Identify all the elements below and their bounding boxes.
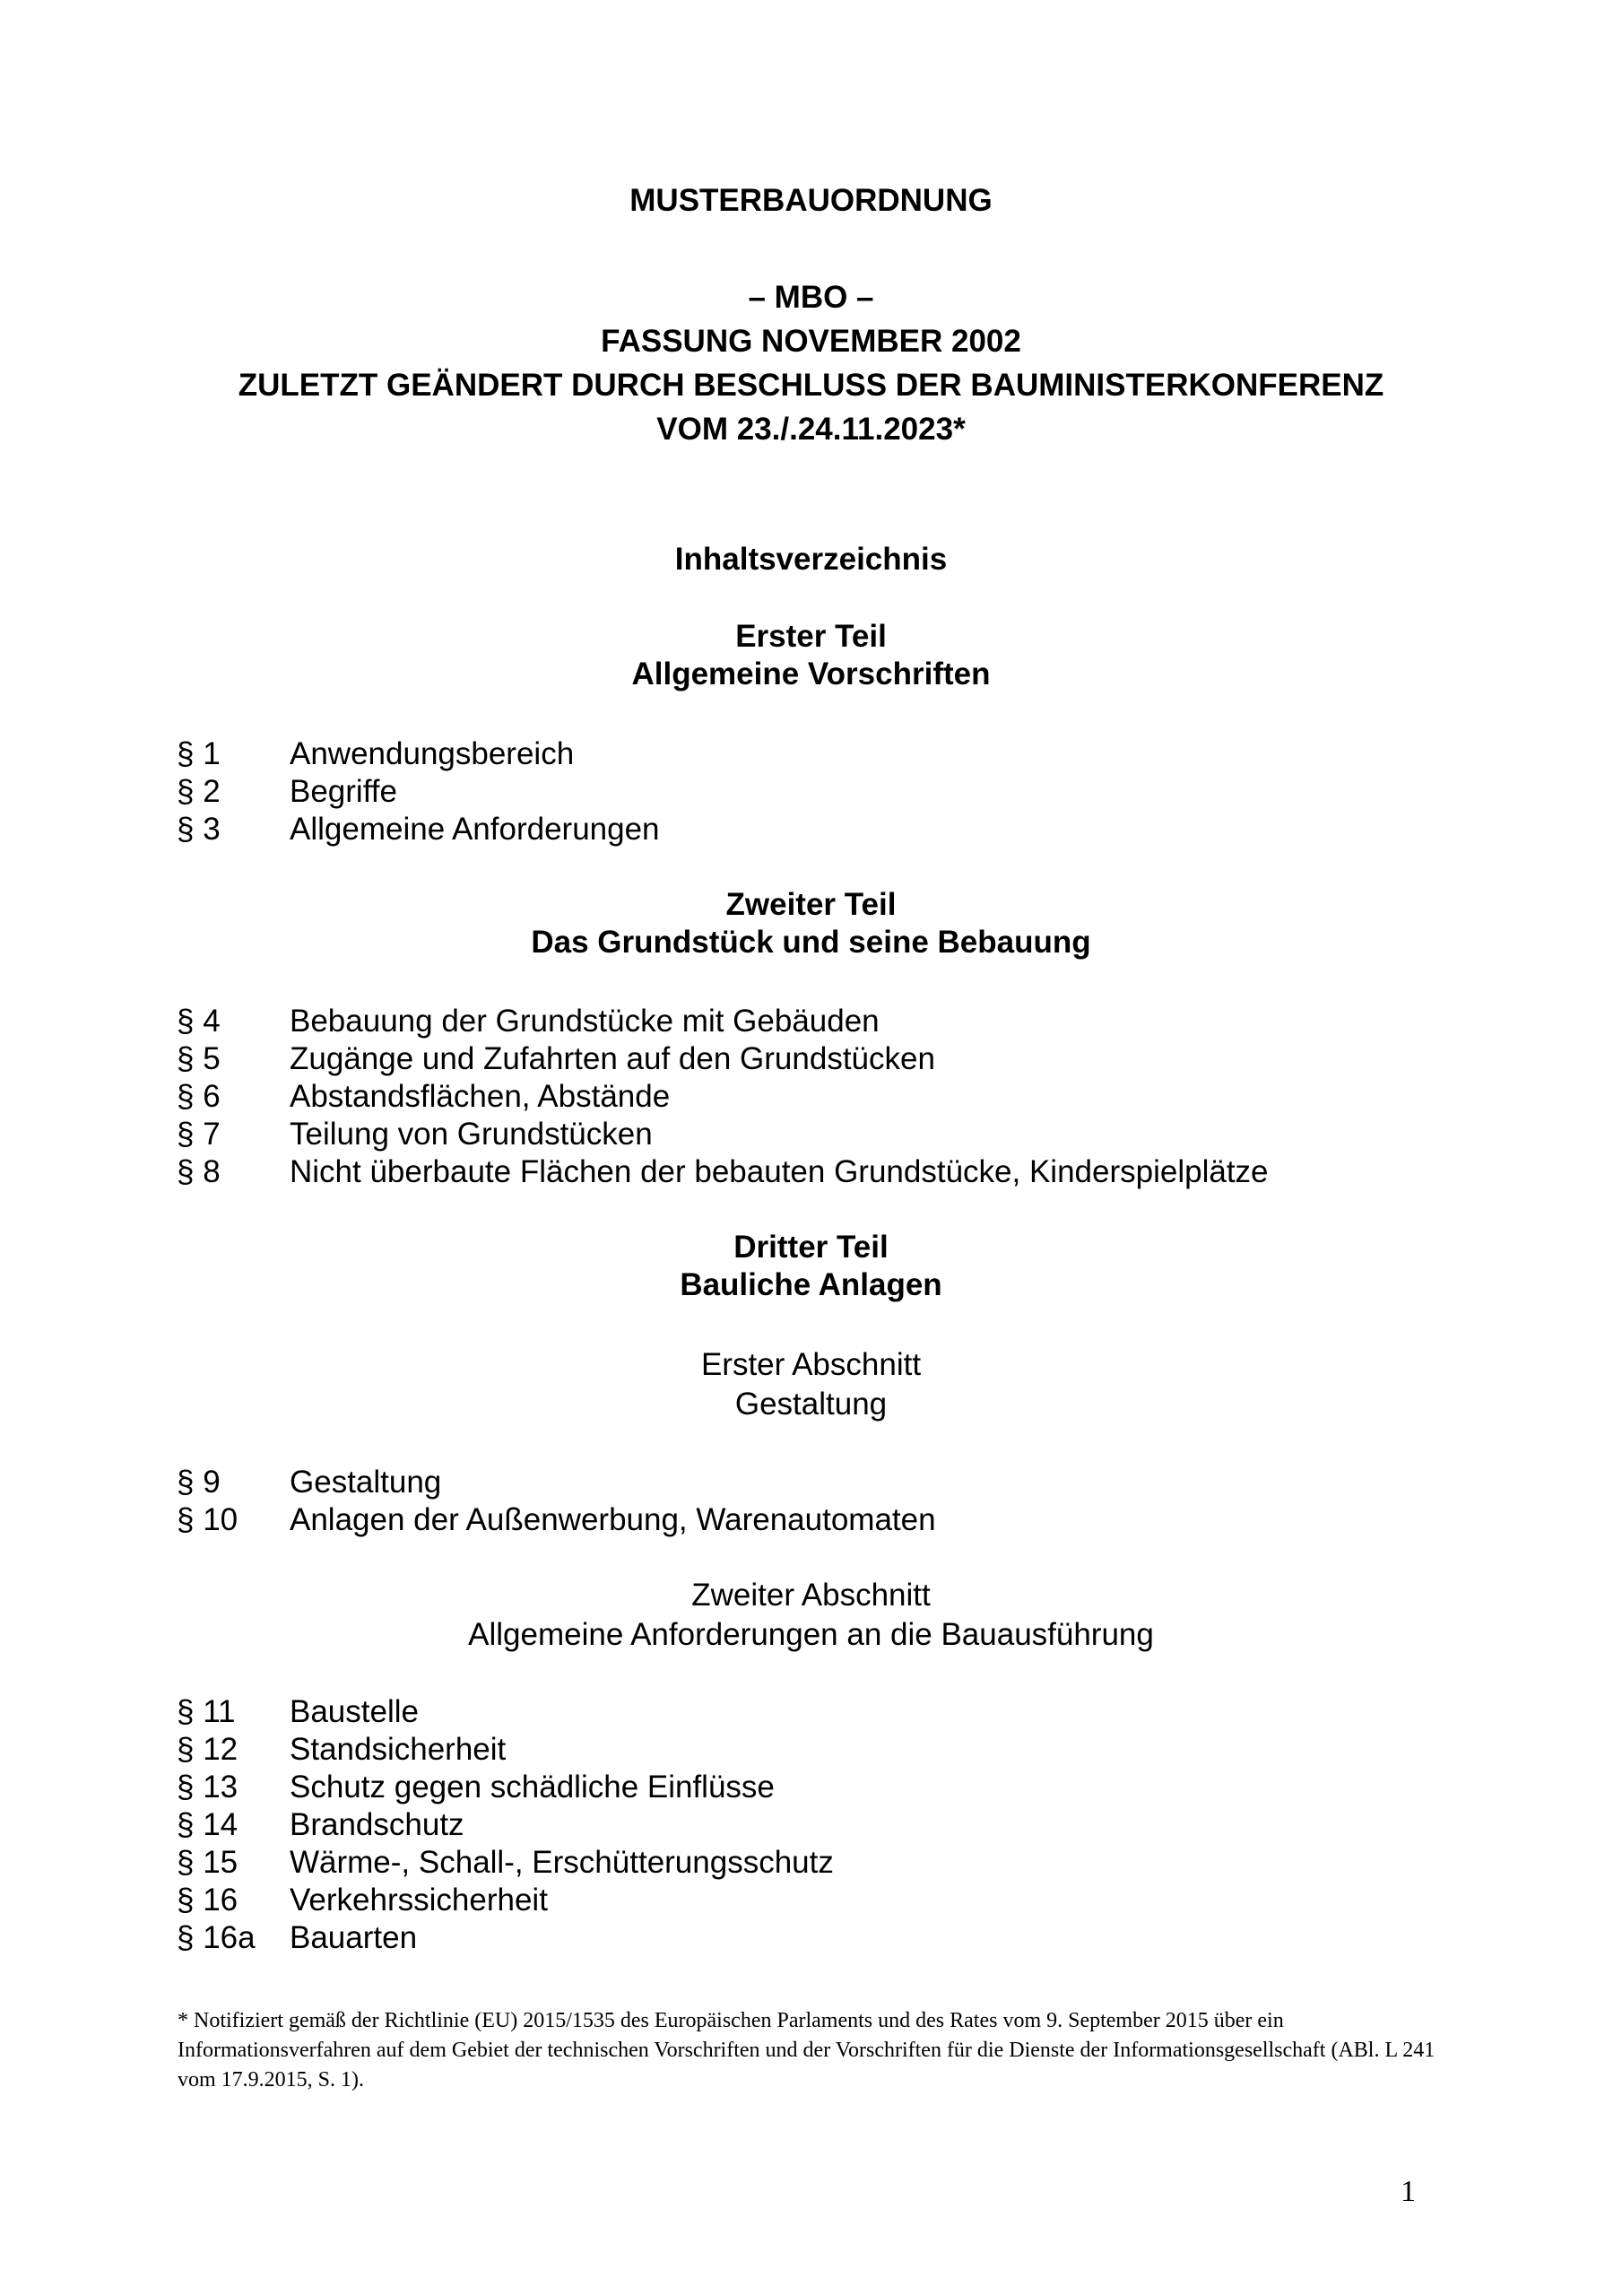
- part2-toc-list: [177, 1003, 1269, 1191]
- toc-entry: [177, 1501, 936, 1539]
- part3-section2-label: Zweiter Abschnitt: [691, 1578, 931, 1613]
- part3-label: Dritter Teil: [733, 1230, 889, 1265]
- part3-title: Bauliche Anlagen: [680, 1267, 942, 1302]
- toc-entry-title: Schutz gegen schädliche Einflüsse: [290, 1770, 775, 1805]
- document-date: VOM 23./.24.11.2023*: [656, 412, 966, 447]
- toc-entry-number: § 9: [177, 1465, 221, 1500]
- toc-entry-number: § 6: [177, 1079, 221, 1114]
- toc-entry: [177, 1844, 834, 1882]
- toc-entry-title: Brandschutz: [290, 1807, 464, 1842]
- toc-entry-title: Teilung von Grundstücken: [290, 1117, 653, 1152]
- toc-entry-title: Abstandsflächen, Abstände: [290, 1079, 671, 1114]
- toc-entry-title: Gestaltung: [290, 1465, 442, 1500]
- toc-entry: [177, 1078, 1269, 1116]
- toc-entry: [177, 735, 660, 773]
- part3-section2-title: Allgemeine Anforderungen an die Bauausführung: [468, 1617, 1154, 1652]
- toc-entry-number: § 7: [177, 1117, 221, 1152]
- part2-title: Das Grundstück und seine Bebauung: [531, 925, 1091, 960]
- toc-entry-number: § 1: [177, 736, 221, 771]
- part1-label: Erster Teil: [735, 619, 887, 654]
- part3-section1-title: Gestaltung: [734, 1387, 888, 1422]
- part3-section1-toc-list: [177, 1464, 936, 1539]
- toc-entry-title: Baustelle: [290, 1694, 419, 1729]
- document-amendment: ZULETZT GEÄNDERT DURCH BESCHLUSS DER BAUMINISTERKONFERENZ: [238, 368, 1384, 403]
- toc-entry-number: § 12: [177, 1732, 239, 1767]
- toc-entry: [177, 1731, 834, 1769]
- toc-entry-title: Anwendungsbereich: [290, 736, 575, 771]
- toc-entry-number: § 13: [177, 1770, 239, 1805]
- toc-entry-title: Verkehrssicherheit: [290, 1883, 548, 1918]
- toc-entry: [177, 1693, 834, 1731]
- toc-entry-title: Begriffe: [290, 774, 397, 809]
- document-title: MUSTERBAUORDNUNG: [629, 183, 993, 218]
- toc-entry-title: Zugänge und Zufahrten auf den Grundstücken: [290, 1041, 935, 1076]
- toc-entry: [177, 1040, 1269, 1078]
- toc-entry-number: § 5: [177, 1041, 221, 1076]
- document-abbreviation: – MBO –: [748, 280, 874, 315]
- toc-entry: [177, 1769, 834, 1806]
- toc-entry-number: § 11: [177, 1694, 236, 1729]
- toc-entry-number: § 16: [177, 1883, 239, 1918]
- part1-toc-list: [177, 735, 660, 848]
- toc-entry: [177, 811, 660, 848]
- toc-entry-title: Nicht überbaute Flächen der bebauten Grundstücke, Kinderspielplätze: [290, 1154, 1269, 1189]
- toc-entry-number: § 4: [177, 1004, 221, 1039]
- toc-entry: [177, 1919, 834, 1957]
- toc-entry-number: § 8: [177, 1154, 221, 1189]
- part3-section1-label: Erster Abschnitt: [700, 1347, 922, 1382]
- toc-entry: [177, 773, 660, 811]
- toc-entry-title: Bebauung der Grundstücke mit Gebäuden: [290, 1004, 880, 1039]
- toc-entry-number: § 16a: [177, 1920, 256, 1955]
- toc-entry-number: § 10: [177, 1502, 239, 1537]
- toc-entry-title: Anlagen der Außenwerbung, Warenautomaten: [290, 1502, 936, 1537]
- toc-entry-number: § 3: [177, 812, 221, 847]
- toc-title: Inhaltsverzeichnis: [674, 542, 948, 577]
- toc-entry: [177, 1116, 1269, 1153]
- page-number: 1: [1401, 2175, 1416, 2208]
- toc-entry: [177, 1153, 1269, 1191]
- footnote: * Notifiziert gemäß der Richtlinie (EU) 2015/1535 des Europäischen Parlaments und des Rates vom 9. September 2015 über ein Informationsverfahren auf dem Gebiet der technischen Vorschriften und der Vorschriften für die Dienste der Informationsgesellschaft (ABl. L 241 vom 17.9.2015, S. 1).: [178, 2009, 1436, 2092]
- toc-entry-title: Bauarten: [290, 1920, 418, 1955]
- toc-entry: [177, 1003, 1269, 1040]
- toc-entry: [177, 1464, 936, 1501]
- toc-entry-number: § 2: [177, 774, 221, 809]
- toc-entry-title: Wärme-, Schall-, Erschütterungsschutz: [290, 1845, 834, 1880]
- toc-entry: [177, 1882, 834, 1919]
- toc-entry-number: § 14: [177, 1807, 239, 1842]
- part1-title: Allgemeine Vorschriften: [631, 657, 991, 691]
- toc-entry-title: Allgemeine Anforderungen: [290, 812, 660, 847]
- toc-entry-title: Standsicherheit: [290, 1732, 507, 1767]
- toc-entry-number: § 15: [177, 1845, 239, 1880]
- toc-entry: [177, 1806, 834, 1844]
- part2-label: Zweiter Teil: [725, 887, 897, 922]
- document-version: FASSUNG NOVEMBER 2002: [601, 324, 1021, 359]
- part3-section2-toc-list: [177, 1693, 834, 1957]
